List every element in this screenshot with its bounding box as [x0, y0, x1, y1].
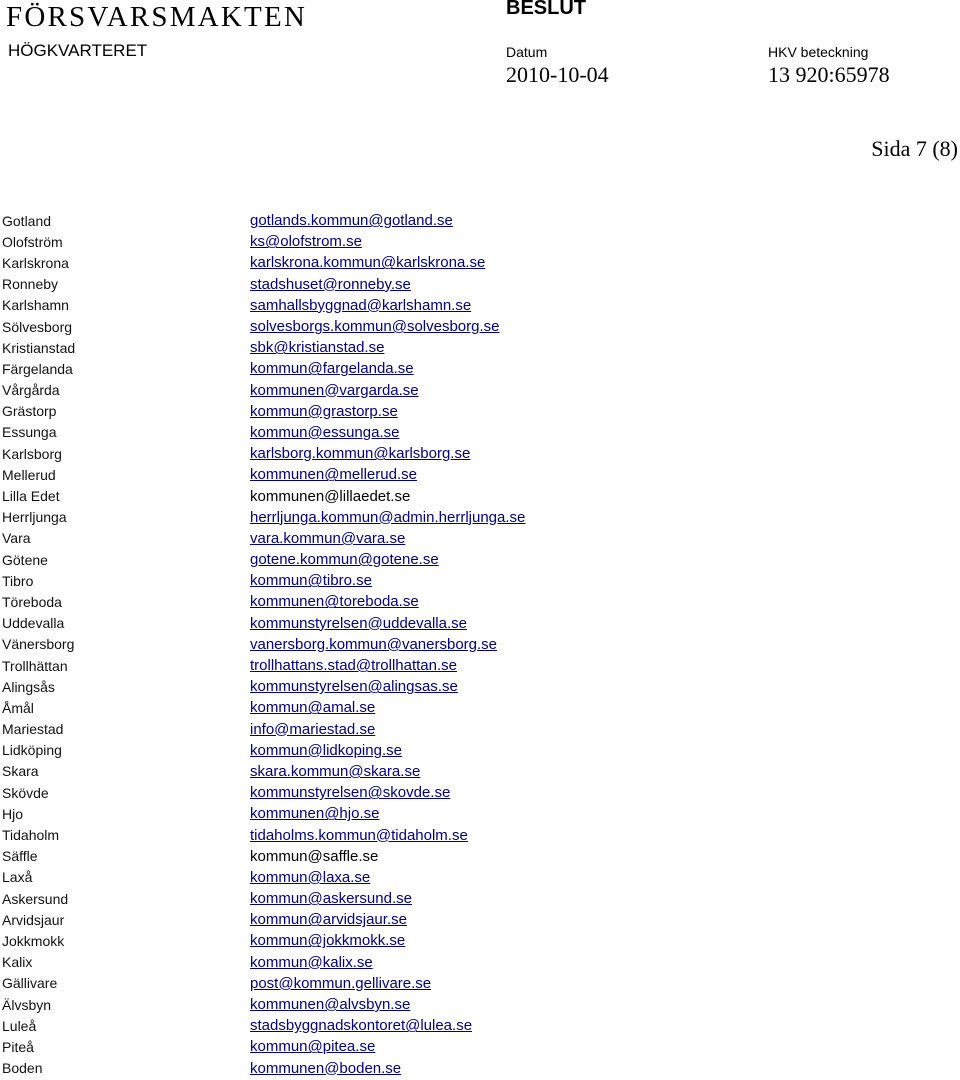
email-link[interactable]: kommun@laxa.se: [250, 868, 371, 886]
contact-row: [0, 295, 960, 316]
contact-row: [0, 782, 960, 803]
contact-row: [0, 803, 960, 824]
email-link[interactable]: kommun@essunga.se: [250, 423, 400, 441]
email-link[interactable]: kommun@tibro.se: [250, 572, 372, 590]
email-link[interactable]: kommun@kalix.se: [250, 953, 373, 971]
municipality-name: Skövde: [2, 784, 49, 801]
contact-row: [0, 274, 960, 295]
municipality-name: Åmål: [2, 699, 34, 716]
municipality-name: Mariestad: [2, 721, 64, 738]
municipality-name: Arvidsjaur: [2, 911, 65, 928]
contact-row: [0, 634, 960, 655]
contact-row: [0, 888, 960, 909]
contact-row: [0, 676, 960, 697]
email-link[interactable]: kommunstyrelsen@skovde.se: [250, 784, 451, 802]
municipality-name: Tidaholm: [2, 827, 60, 844]
municipality-name: Färgelanda: [2, 360, 73, 377]
contact-row: [0, 613, 960, 634]
municipality-name: Töreboda: [2, 593, 62, 610]
email-link[interactable]: gotene.kommun@gotene.se: [250, 551, 439, 569]
contact-row: [0, 210, 960, 231]
municipality-name: Lilla Edet: [2, 488, 60, 505]
email-link[interactable]: kommunen@boden.se: [250, 1059, 402, 1077]
contact-row: [0, 507, 960, 528]
contact-row: [0, 337, 960, 358]
municipality-name: Boden: [2, 1060, 43, 1077]
municipality-name: Vara: [2, 530, 31, 547]
contact-row: [0, 1058, 960, 1079]
email-link[interactable]: vanersborg.kommun@vanersborg.se: [250, 635, 498, 653]
contact-row: [0, 570, 960, 591]
municipality-name: Vänersborg: [2, 636, 75, 653]
email-link[interactable]: vara.kommun@vara.se: [250, 529, 406, 547]
email-link[interactable]: kommun@fargelanda.se: [250, 360, 414, 378]
contact-row: [0, 358, 960, 379]
email-link[interactable]: post@kommun.gellivare.se: [250, 974, 432, 992]
municipality-name: Luleå: [2, 1017, 37, 1034]
email-link[interactable]: solvesborgs.kommun@solvesborg.se: [250, 318, 500, 336]
municipality-name: Karlshamn: [2, 297, 69, 314]
email-link[interactable]: skara.kommun@skara.se: [250, 762, 421, 780]
email-link[interactable]: kommun@grastorp.se: [250, 402, 398, 420]
municipality-name: Mellerud: [2, 466, 56, 483]
municipality-name: Götene: [2, 551, 48, 568]
contact-row: [0, 252, 960, 273]
municipality-name: Sölvesborg: [2, 318, 73, 335]
email-link[interactable]: karlsborg.kommun@karlsborg.se: [250, 445, 471, 463]
email-link[interactable]: kommunstyrelsen@uddevalla.se: [250, 614, 467, 632]
email-link[interactable]: karlskrona.kommun@karlskrona.se: [250, 254, 486, 272]
email-link[interactable]: kommun@arvidsjaur.se: [250, 911, 407, 929]
contact-row: [0, 697, 960, 718]
contact-row: [0, 528, 960, 549]
municipality-name: Olofström: [2, 233, 63, 250]
email-link[interactable]: kommunen@vargarda.se: [250, 381, 419, 399]
unit-name: HÖGKVARTERET: [8, 41, 148, 60]
contact-row: [0, 655, 960, 676]
contact-row: [0, 401, 960, 422]
municipality-name: Kristianstad: [2, 339, 76, 356]
municipality-name: Alingsås: [2, 678, 55, 695]
contact-row: [0, 422, 960, 443]
contact-row: [0, 485, 960, 506]
email-link[interactable]: kommun@amal.se: [250, 699, 376, 717]
email-text: kommun@saffle.se: [250, 847, 379, 865]
email-link[interactable]: trollhattans.stad@trollhattan.se: [250, 657, 458, 675]
email-link[interactable]: info@mariestad.se: [250, 720, 376, 738]
contact-row: [0, 846, 960, 867]
contact-row: [0, 464, 960, 485]
email-link[interactable]: kommunen@mellerud.se: [250, 466, 417, 484]
contact-row: [0, 761, 960, 782]
municipality-name: Jokkmokk: [2, 932, 65, 949]
municipality-name: Vårgårda: [2, 382, 60, 399]
contact-row: [0, 380, 960, 401]
municipality-name: Gällivare: [2, 975, 58, 992]
municipality-name: Uddevalla: [2, 615, 65, 632]
date-value: 2010-10-04: [506, 62, 609, 87]
contact-row: [0, 909, 960, 930]
document-type: BESLUT: [506, 0, 586, 19]
municipality-name: Karlskrona: [2, 254, 69, 271]
email-link[interactable]: stadsbyggnadskontoret@lulea.se: [250, 1017, 473, 1035]
municipality-name: Laxå: [2, 869, 33, 886]
email-link[interactable]: herrljunga.kommun@admin.herrljunga.se: [250, 508, 526, 526]
municipality-name: Karlsborg: [2, 445, 62, 462]
contact-row: [0, 973, 960, 994]
municipality-name: Säffle: [2, 848, 38, 865]
municipality-name: Tibro: [2, 572, 34, 589]
contact-row: [0, 952, 960, 973]
email-link[interactable]: stadshuset@ronneby.se: [250, 275, 411, 293]
date-label: Datum: [506, 44, 548, 60]
municipality-name: Trollhättan: [2, 657, 68, 674]
contact-row: [0, 231, 960, 252]
page-number: Sida 7 (8): [871, 136, 958, 161]
contact-row: [0, 867, 960, 888]
municipality-name: Herrljunga: [2, 509, 67, 526]
contact-row: [0, 443, 960, 464]
contact-row: [0, 549, 960, 570]
email-link[interactable]: samhallsbyggnad@karlshamn.se: [250, 296, 472, 314]
municipality-name: Piteå: [2, 1038, 34, 1055]
municipality-name: Ronneby: [2, 276, 59, 293]
email-link[interactable]: gotlands.kommun@gotland.se: [250, 212, 453, 230]
contact-row: [0, 824, 960, 845]
contact-row: [0, 930, 960, 951]
contact-row: [0, 740, 960, 761]
municipality-name: Lidköping: [2, 742, 62, 759]
email-link[interactable]: kommun@pitea.se: [250, 1038, 376, 1056]
email-link[interactable]: sbk@kristianstad.se: [250, 339, 385, 357]
municipality-name: Kalix: [2, 954, 33, 971]
contact-row: [0, 591, 960, 612]
email-link[interactable]: kommunstyrelsen@alingsas.se: [250, 678, 458, 696]
email-link[interactable]: kommun@askersund.se: [250, 890, 412, 908]
email-link[interactable]: kommun@jokkmokk.se: [250, 932, 406, 950]
email-link[interactable]: kommunen@alvsbyn.se: [250, 996, 411, 1014]
reference-label: HKV beteckning: [768, 44, 869, 60]
contact-row: [0, 994, 960, 1015]
contact-row: [0, 1015, 960, 1036]
contact-row: [0, 719, 960, 740]
municipality-name: Hjo: [2, 805, 24, 822]
contact-row: [0, 1036, 960, 1057]
email-link[interactable]: tidaholms.kommun@tidaholm.se: [250, 826, 468, 844]
municipality-name: Essunga: [2, 424, 57, 441]
municipality-name: Älvsbyn: [2, 996, 52, 1013]
reference-value: 13 920:65978: [768, 62, 890, 87]
contact-row: [0, 316, 960, 337]
email-link[interactable]: kommunen@hjo.se: [250, 805, 380, 823]
email-link[interactable]: kommunen@toreboda.se: [250, 593, 419, 611]
email-link[interactable]: ks@olofstrom.se: [250, 233, 362, 251]
email-text: kommunen@lillaedet.se: [250, 487, 411, 505]
organization-name: FÖRSVARSMAKTEN: [6, 1, 308, 33]
municipality-name: Skara: [2, 763, 39, 780]
municipality-name: Gotland: [2, 212, 52, 229]
contact-list: [0, 210, 960, 1079]
municipality-name: Askersund: [2, 890, 69, 907]
email-link[interactable]: kommun@lidkoping.se: [250, 741, 402, 759]
municipality-name: Grästorp: [2, 403, 57, 420]
